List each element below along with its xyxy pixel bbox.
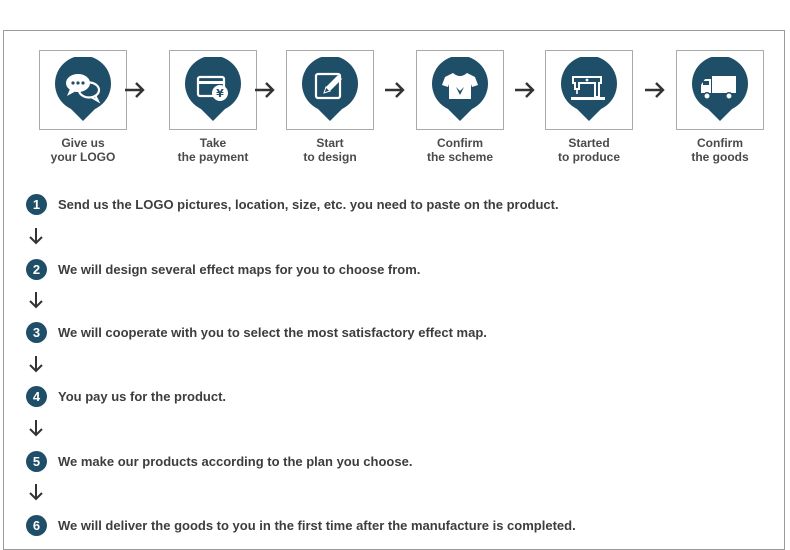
step-label: [18, 136, 148, 164]
payment-card-icon: [183, 57, 243, 123]
step-label-line1: Confirm: [697, 136, 743, 150]
list-item: [26, 321, 487, 343]
step-start-produce: [524, 50, 654, 164]
step-icon-box: [169, 50, 257, 130]
step-label-line1: Take: [199, 136, 227, 150]
delivery-truck-icon: [690, 57, 750, 123]
step-icon-box: [39, 50, 127, 130]
step-label-line2: to design: [303, 150, 357, 164]
step-label-line2: the scheme: [426, 150, 494, 164]
step-take-payment: [148, 50, 278, 164]
step-label: [395, 136, 525, 164]
step-number-badge: 2: [26, 259, 47, 280]
arrow-right-icon: [123, 79, 147, 101]
arrow-down-icon: [28, 290, 44, 310]
list-item-text: We will cooperate with you to select the most satisfactory effect map.: [58, 324, 487, 340]
step-label-line1: Give us: [61, 136, 105, 150]
step-label-line1: Started: [568, 136, 610, 150]
step-label-line1: Start: [316, 136, 344, 150]
step-label-line2: your LOGO: [50, 150, 116, 164]
step-icon-box: [286, 50, 374, 130]
list-item: [26, 193, 559, 215]
design-pencil-icon: [300, 57, 360, 123]
step-label: [265, 136, 395, 164]
step-label: [655, 136, 785, 164]
sewing-machine-icon: [559, 57, 619, 123]
chat-bubbles-icon: [53, 57, 113, 123]
list-item-text: We make our products according to the plan you choose.: [58, 453, 413, 469]
step-number-badge: 6: [26, 515, 47, 536]
list-item: [26, 258, 420, 280]
svg-text:¥: ¥: [216, 87, 224, 100]
step-label-line2: the payment: [177, 150, 249, 164]
step-number-badge: 5: [26, 451, 47, 472]
step-number-badge: 3: [26, 322, 47, 343]
list-item: [26, 385, 226, 407]
step-icon-box: [416, 50, 504, 130]
step-icon-box: [545, 50, 633, 130]
arrow-down-icon: [28, 418, 44, 438]
tshirt-icon: [430, 57, 490, 123]
step-label-line1: Confirm: [437, 136, 483, 150]
list-item-text: You pay us for the product.: [58, 388, 227, 404]
list-item-text: We will design several effect maps for you to choose from.: [58, 261, 421, 277]
step-give-logo: [18, 50, 148, 164]
step-label-line2: the goods: [691, 150, 749, 164]
list-item: [26, 450, 412, 472]
step-confirm-scheme: [395, 50, 525, 164]
step-icon-box: [676, 50, 764, 130]
step-number-badge: 4: [26, 386, 47, 407]
step-number-badge: 1: [26, 194, 47, 215]
arrow-down-icon: [28, 226, 44, 246]
step-label-line2: to produce: [558, 150, 620, 164]
step-label: [524, 136, 654, 164]
step-start-design: [265, 50, 395, 164]
step-label: [148, 136, 278, 164]
arrow-down-icon: [28, 354, 44, 374]
step-confirm-goods: [655, 50, 785, 164]
list-item: [26, 514, 576, 536]
list-item-text: Send us the LOGO pictures, location, size, etc. you need to paste on the product.: [58, 196, 559, 212]
list-item-text: We will deliver the goods to you in the first time after the manufacture is completed.: [58, 517, 576, 533]
arrow-down-icon: [28, 482, 44, 502]
